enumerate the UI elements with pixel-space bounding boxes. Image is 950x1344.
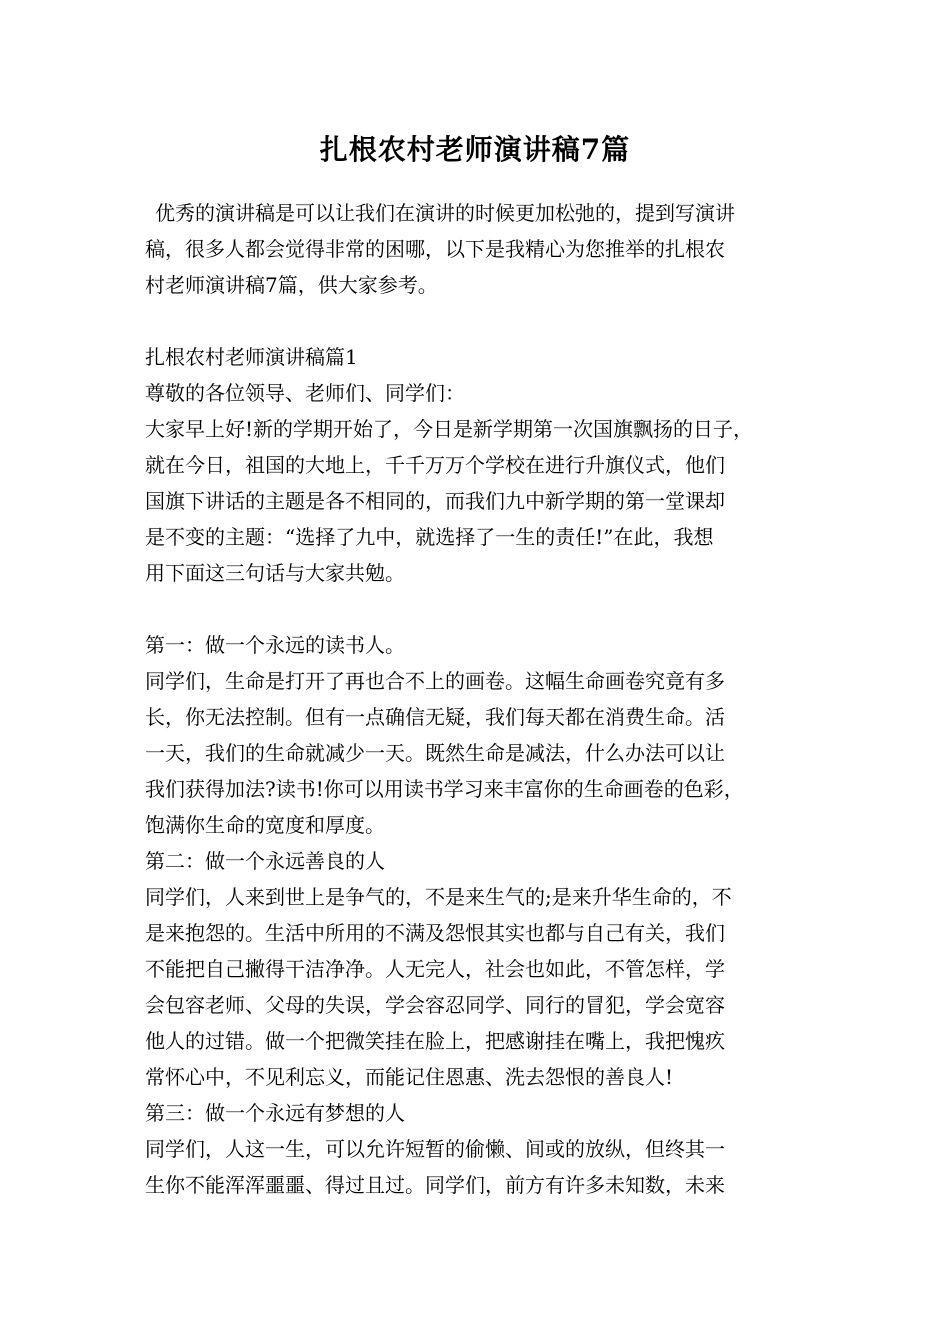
paragraph-line: 国旗下讲话的主题是各不相同的，而我们九中新学期的第一堂课却: [145, 489, 725, 513]
document-body: [145, 195, 815, 1203]
paragraph-line: 生你不能浑浑噩噩、得过且过。同学们，前方有许多未知数，未来: [145, 1173, 725, 1197]
paragraph-line: 长，你无法控制。但有一点确信无疑，我们每天都在消费生命。活: [145, 705, 725, 729]
paragraph-line: 不能把自己撇得干洁净净。人无完人，社会也如此，不管怎样，学: [145, 957, 725, 981]
greeting-line: 尊敬的各位领导、老师们、同学们：: [145, 381, 465, 405]
paragraph-gap: [145, 303, 815, 339]
point-heading: 第二：做一个永远善良的人: [145, 849, 385, 873]
paragraph-line: 就在今日，祖国的大地上，千千万万个学校在进行升旗仪式，他们: [145, 453, 725, 477]
document-title: 扎根农村老师演讲稿7篇: [319, 133, 631, 166]
paragraph-line: 同学们，人来到世上是争气的，不是来生气的;是来升华生命的，不: [145, 885, 732, 909]
paragraph-line: 一天，我们的生命就减少一天。既然生命是减法，什么办法可以让: [145, 741, 725, 765]
point-heading: 第三：做一个永远有梦想的人: [145, 1101, 405, 1125]
paragraph-line: 会包容老师、父母的失误，学会容忍同学、同行的冒犯，学会宽容: [145, 993, 725, 1017]
paragraph-line: 同学们，人这一生，可以允许短暂的偷懒、间或的放纵，但终其一: [145, 1137, 725, 1161]
paragraph-line: 他人的过错。做一个把微笑挂在脸上，把感谢挂在嘴上，我把愧疚: [145, 1029, 725, 1053]
paragraph-line: 饱满你生命的宽度和厚度。: [145, 813, 385, 837]
intro-line: 优秀的演讲稿是可以让我们在演讲的时候更加松弛的，提到写演讲: [155, 201, 735, 225]
paragraph-gap: [145, 591, 815, 627]
section-heading: 扎根农村老师演讲稿篇1: [145, 345, 358, 369]
paragraph-line: 常怀心中，不见利忘义，而能记住恩惠、洗去怨恨的善良人!: [145, 1065, 674, 1089]
paragraph-line: 是不变的主题：“选择了九中，就选择了一生的责任!”在此，我想: [145, 525, 714, 549]
paragraph-line: 是来抱怨的。生活中所用的不满及怨恨其实也都与自己有关，我们: [145, 921, 725, 945]
point-heading: 第一：做一个永远的读书人。: [145, 633, 405, 657]
paragraph-line: 大家早上好!新的学期开始了，今日是新学期第一次国旗飘扬的日子，: [145, 417, 754, 441]
intro-line: 村老师演讲稿7篇，供大家参考。: [145, 273, 438, 297]
intro-line: 稿，很多人都会觉得非常的困哪，以下是我精心为您推举的扎根农: [145, 237, 725, 261]
paragraph-line: 我们获得加法?读书!你可以用读书学习来丰富你的生命画卷的色彩，: [145, 777, 744, 801]
paragraph-line: 用下面这三句话与大家共勉。: [145, 561, 405, 585]
paragraph-line: 同学们，生命是打开了再也合不上的画卷。这幅生命画卷究竟有多: [145, 669, 725, 693]
